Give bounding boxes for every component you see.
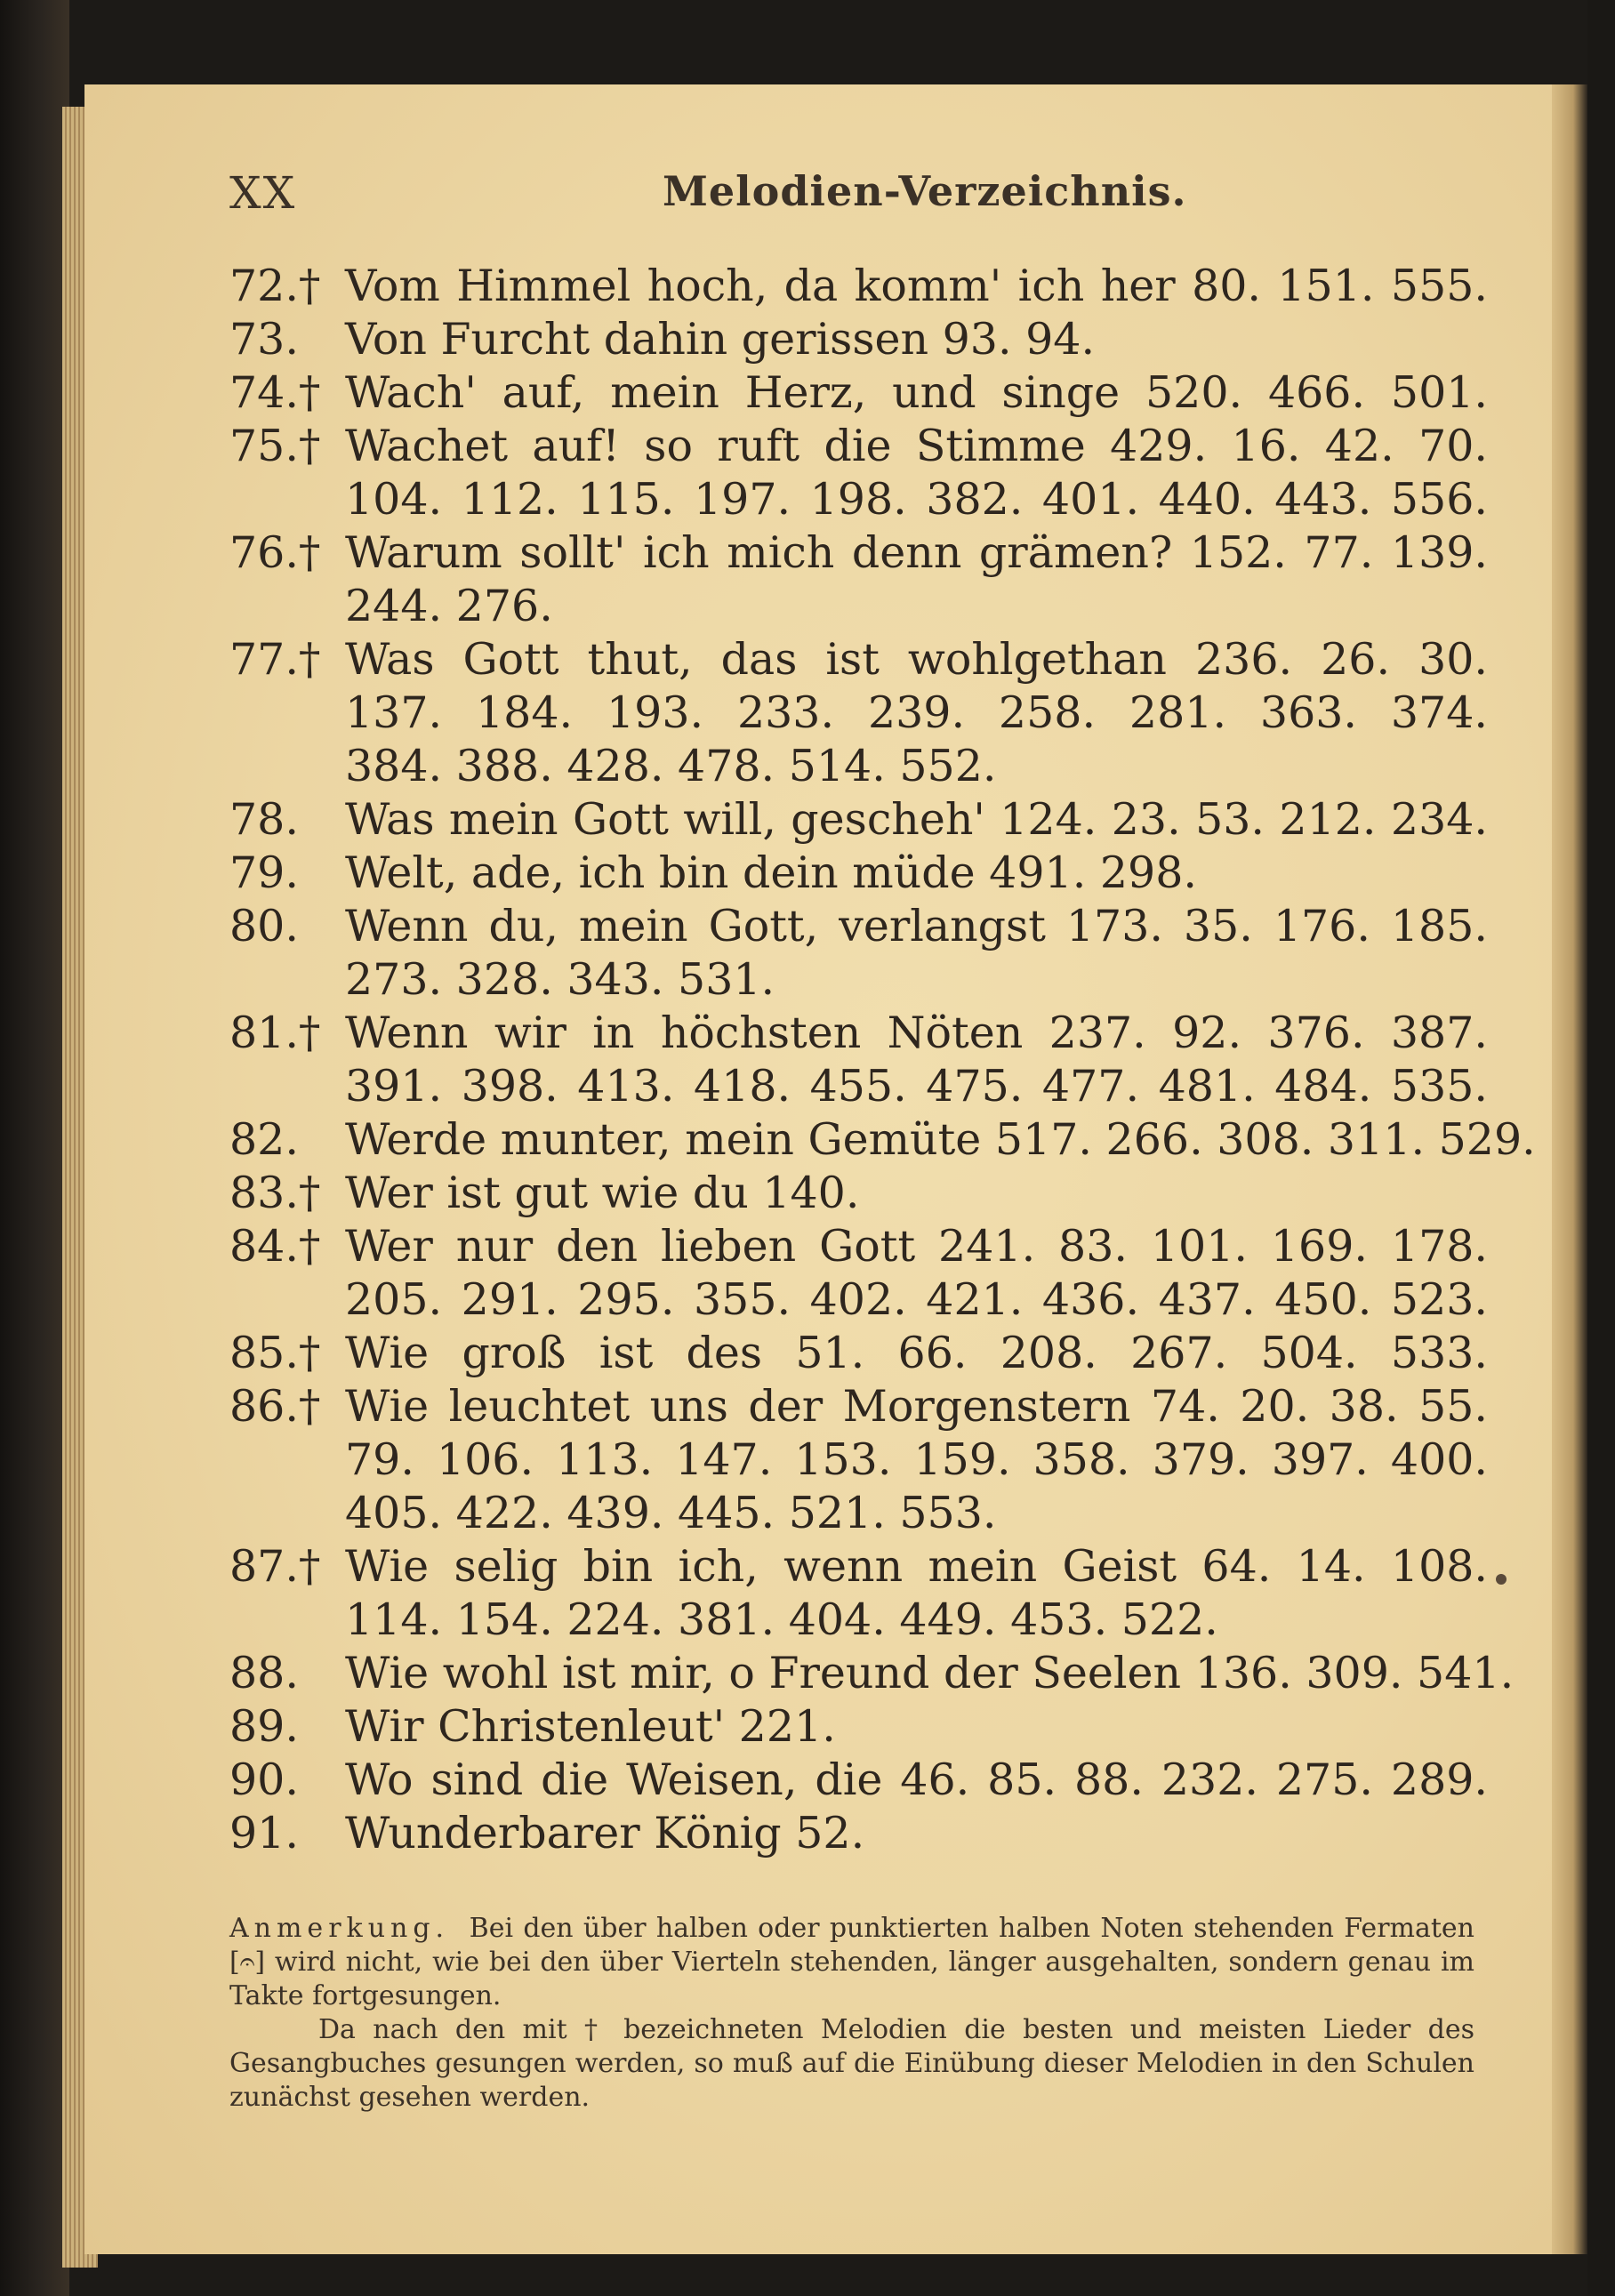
index-entry-line — [229, 953, 1488, 1007]
index-entry-line — [229, 1007, 1488, 1060]
entry-number: 89. — [229, 1701, 299, 1752]
entry-text: 114. 154. 224. 381. 404. 449. 453. 522. — [345, 1594, 1218, 1645]
entry-text: 79. 106. 113. 147. 153. 159. 358. 379. 397. 400. — [345, 1434, 1488, 1485]
index-entry-line — [229, 1647, 1515, 1700]
entry-text: Von Furcht dahin gerissen 93. 94. — [345, 314, 1096, 365]
book-binding-left — [0, 0, 69, 2296]
entry-number: 73. — [229, 314, 299, 365]
entry-number: 79. — [229, 847, 299, 898]
entry-text: 205. 291. 295. 355. 402. 421. 436. 437. 450. 523. — [345, 1274, 1488, 1325]
index-entry-line — [229, 1167, 1488, 1220]
entry-text: Wo sind die Weisen, die 46. 85. 88. 232. 275. 289. — [345, 1754, 1488, 1805]
entry-text: Was Gott thut, das ist wohlgethan 236. 26. 30. — [345, 634, 1488, 685]
entry-text: Vom Himmel hoch, da komm' ich her 80. 151. 555. — [345, 261, 1488, 311]
entry-text: 273. 328. 343. 531. — [345, 954, 775, 1005]
page-number: XX — [229, 167, 297, 219]
entry-text: 391. 398. 413. 418. 455. 475. 477. 481. 484. 535. — [345, 1061, 1488, 1112]
entry-number: 90. — [229, 1754, 299, 1805]
index-entry-line — [229, 1273, 1488, 1327]
index-entry-line — [229, 686, 1488, 740]
index-entry-line — [229, 740, 1488, 793]
index-entry-line — [229, 1807, 1488, 1860]
running-title: Melodien-Verzeichnis. — [663, 167, 1187, 215]
entry-text: Werde munter, mein Gemüte 517. 266. 308. 311. 529. — [345, 1114, 1536, 1165]
entry-text: Wenn wir in höchsten Nöten 237. 92. 376. 387. — [345, 1008, 1488, 1058]
index-entry-line — [229, 1327, 1488, 1380]
entry-text: 384. 388. 428. 478. 514. 552. — [345, 741, 997, 791]
index-entry-line — [229, 1594, 1488, 1647]
entry-text: 137. 184. 193. 233. 239. 258. 281. 363. 374. — [345, 687, 1488, 738]
entry-number: 76.† — [229, 527, 321, 578]
entry-text: 244. 276. — [345, 581, 553, 631]
entry-text: Was mein Gott will, gescheh' 124. 23. 53. 212. 234. — [345, 794, 1488, 845]
entry-text: Wunderbarer König 52. — [345, 1808, 865, 1858]
index-entry-line — [229, 1540, 1488, 1594]
index-entry-line — [229, 900, 1488, 953]
entry-text: 104. 112. 115. 197. 198. 382. 401. 440. 443. 556. — [345, 474, 1488, 525]
index-entry-line — [229, 580, 1488, 633]
note-paragraph-2: Da nach den mit † bezeichneten Melodien die besten und meisten Lieder des Gesangbuches gesungen werden, so muß auf die Einübung dieser Melodien in den Schulen zunächst gesehen werden. — [229, 2014, 1474, 2113]
entry-number: 91. — [229, 1808, 299, 1858]
index-entry-line — [229, 473, 1488, 526]
entry-number: 86.† — [229, 1381, 321, 1432]
index-entry-line — [229, 526, 1488, 580]
index-entry-line — [229, 1433, 1488, 1487]
melody-index-list — [229, 260, 1536, 1860]
index-entry-line — [229, 633, 1488, 686]
note-paragraph-1: Bei den über halben oder punktierten halben Noten stehenden Fermaten [𝄐] wird nicht, wie bei den über Vierteln stehenden, länger ausgehalten, sondern genau im Takte fortgesungen. — [229, 1913, 1474, 2011]
index-entry-line — [229, 1220, 1488, 1273]
entry-text: Wie leuchtet uns der Morgenstern 74. 20. 38. 55. — [345, 1381, 1488, 1432]
entry-text: Wie selig bin ich, wenn mein Geist 64. 14. 108. — [345, 1541, 1488, 1592]
entry-text: Wenn du, mein Gott, verlangst 173. 35. 176. 185. — [345, 901, 1488, 951]
book-binding-right — [1587, 0, 1615, 2296]
entry-text: Wie groß ist des 51. 66. 208. 267. 504. 533. — [345, 1328, 1488, 1378]
index-entry-line — [229, 847, 1488, 900]
entry-text: Wir Christenleut' 221. — [345, 1701, 836, 1752]
entry-number: 80. — [229, 901, 299, 951]
index-entry-line — [229, 1487, 1488, 1540]
entry-number: 78. — [229, 794, 299, 845]
index-entry-line — [229, 313, 1488, 366]
entry-text: Wach' auf, mein Herz, und singe 520. 466. 501. — [345, 367, 1488, 418]
index-entry-line — [229, 260, 1488, 313]
index-entry-line — [229, 793, 1488, 847]
entry-number: 77.† — [229, 634, 321, 685]
entry-text: Warum sollt' ich mich denn grämen? 152. 77. 139. — [345, 527, 1488, 578]
footnote — [229, 1912, 1474, 2115]
entry-number: 85.† — [229, 1328, 321, 1378]
entry-number: 74.† — [229, 367, 321, 418]
note-label: Anmerkung. — [229, 1913, 450, 1944]
entry-text: Wachet auf! so ruft die Stimme 429. 16. 42. 70. — [345, 421, 1488, 471]
entry-text: Welt, ade, ich bin dein müde 491. 298. — [345, 847, 1197, 898]
entry-number: 87.† — [229, 1541, 321, 1592]
entry-text: 405. 422. 439. 445. 521. 553. — [345, 1488, 997, 1538]
index-entry-line — [229, 366, 1488, 420]
entry-number: 83.† — [229, 1168, 321, 1218]
page-right-edge — [1552, 84, 1587, 2254]
index-entry-line — [229, 420, 1488, 473]
entry-text: Wer ist gut wie du 140. — [345, 1168, 860, 1218]
index-entry-line — [229, 1700, 1488, 1754]
entry-number: 75.† — [229, 421, 321, 471]
entry-text: Wie wohl ist mir, o Freund der Seelen 136. 309. 541. — [345, 1648, 1515, 1698]
index-entry-line — [229, 1754, 1488, 1807]
entry-number: 82. — [229, 1114, 299, 1165]
index-entry-line — [229, 1060, 1488, 1113]
entry-number: 88. — [229, 1648, 299, 1698]
entry-number: 72.† — [229, 261, 321, 311]
entry-text: Wer nur den lieben Gott 241. 83. 101. 169. 178. — [345, 1221, 1488, 1272]
entry-number: 84.† — [229, 1221, 321, 1272]
index-entry-line — [229, 1380, 1488, 1433]
margin-dot — [1496, 1574, 1507, 1585]
index-entry-line — [229, 1113, 1536, 1167]
entry-number: 81.† — [229, 1008, 321, 1058]
